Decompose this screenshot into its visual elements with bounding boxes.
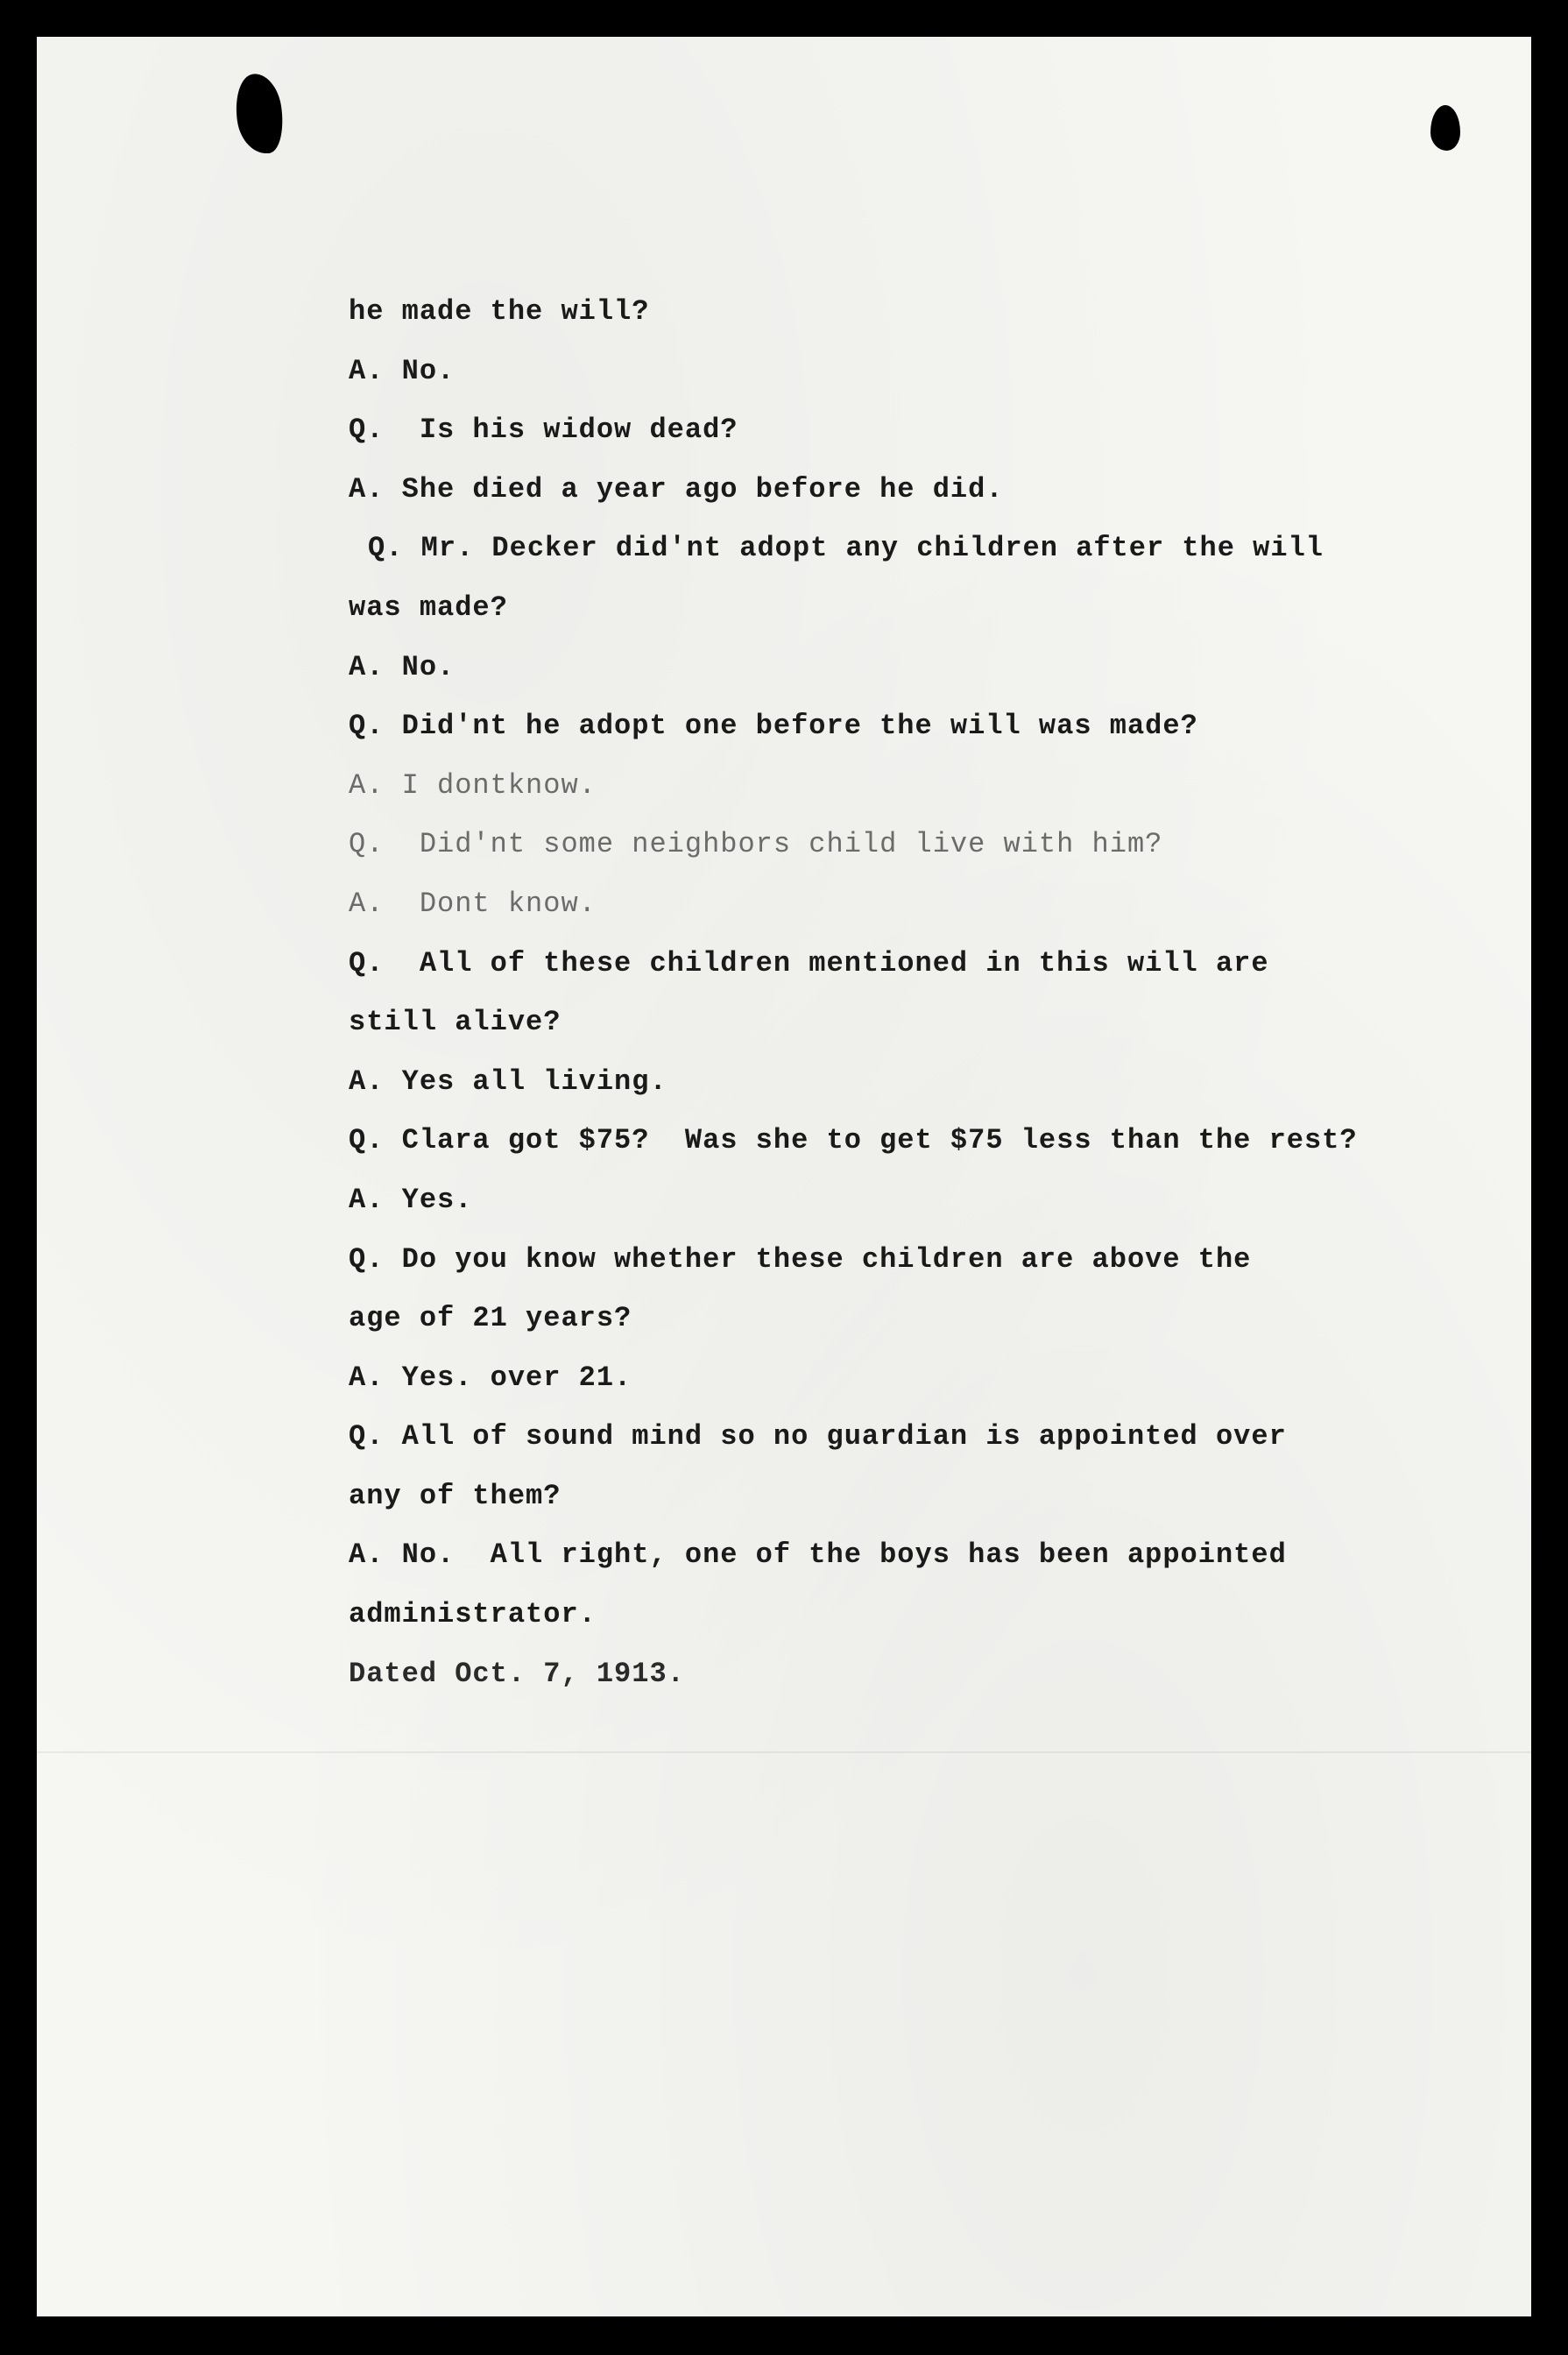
- transcript-line: age of 21 years?: [349, 1302, 632, 1335]
- transcript-line: Q. Clara got $75? Was she to get $75 less than the rest?: [349, 1124, 1358, 1157]
- transcript-line: Q. All of these children mentioned in this will are: [349, 946, 1269, 979]
- punch-hole-right: [1430, 105, 1460, 151]
- transcript-line: Q. Do you know whether these children are above the: [349, 1242, 1252, 1276]
- transcript-line: Q. Mr. Decker did'nt adopt any children after the will: [368, 532, 1324, 565]
- transcript-line: Q. Did'nt he adopt one before the will was made?: [349, 710, 1198, 743]
- transcript-line: A. Yes.: [349, 1183, 473, 1216]
- transcript-line: was made?: [349, 591, 508, 624]
- transcript-line: A. Dont know.: [349, 887, 597, 920]
- transcript-line: A. Yes. over 21.: [349, 1361, 632, 1394]
- fold-line: [37, 1751, 1531, 1753]
- transcript-body: [349, 282, 1452, 1703]
- transcript-line: Q. All of sound mind so no guardian is appointed over: [349, 1420, 1287, 1453]
- transcript-line: A. I dontknow.: [349, 768, 597, 802]
- transcript-line: any of them?: [349, 1479, 562, 1512]
- transcript-date-line: Dated Oct. 7, 1913.: [349, 1657, 685, 1690]
- punch-hole-left: [231, 71, 287, 157]
- transcript-line: A. She died a year ago before he did.: [349, 472, 1004, 506]
- transcript-line: A. No.: [349, 354, 456, 387]
- transcript-line: still alive?: [349, 1006, 562, 1039]
- transcript-line: he made the will?: [349, 295, 650, 328]
- transcript-line: A. Yes all living.: [349, 1064, 667, 1098]
- transcript-line: Q. Is his widow dead?: [349, 414, 738, 447]
- transcript-line: Q. Did'nt some neighbors child live with him?: [349, 828, 1163, 861]
- transcript-line: A. No.: [349, 650, 456, 683]
- transcript-line: A. No. All right, one of the boys has been appointed: [349, 1538, 1287, 1572]
- transcript-line: administrator.: [349, 1598, 597, 1631]
